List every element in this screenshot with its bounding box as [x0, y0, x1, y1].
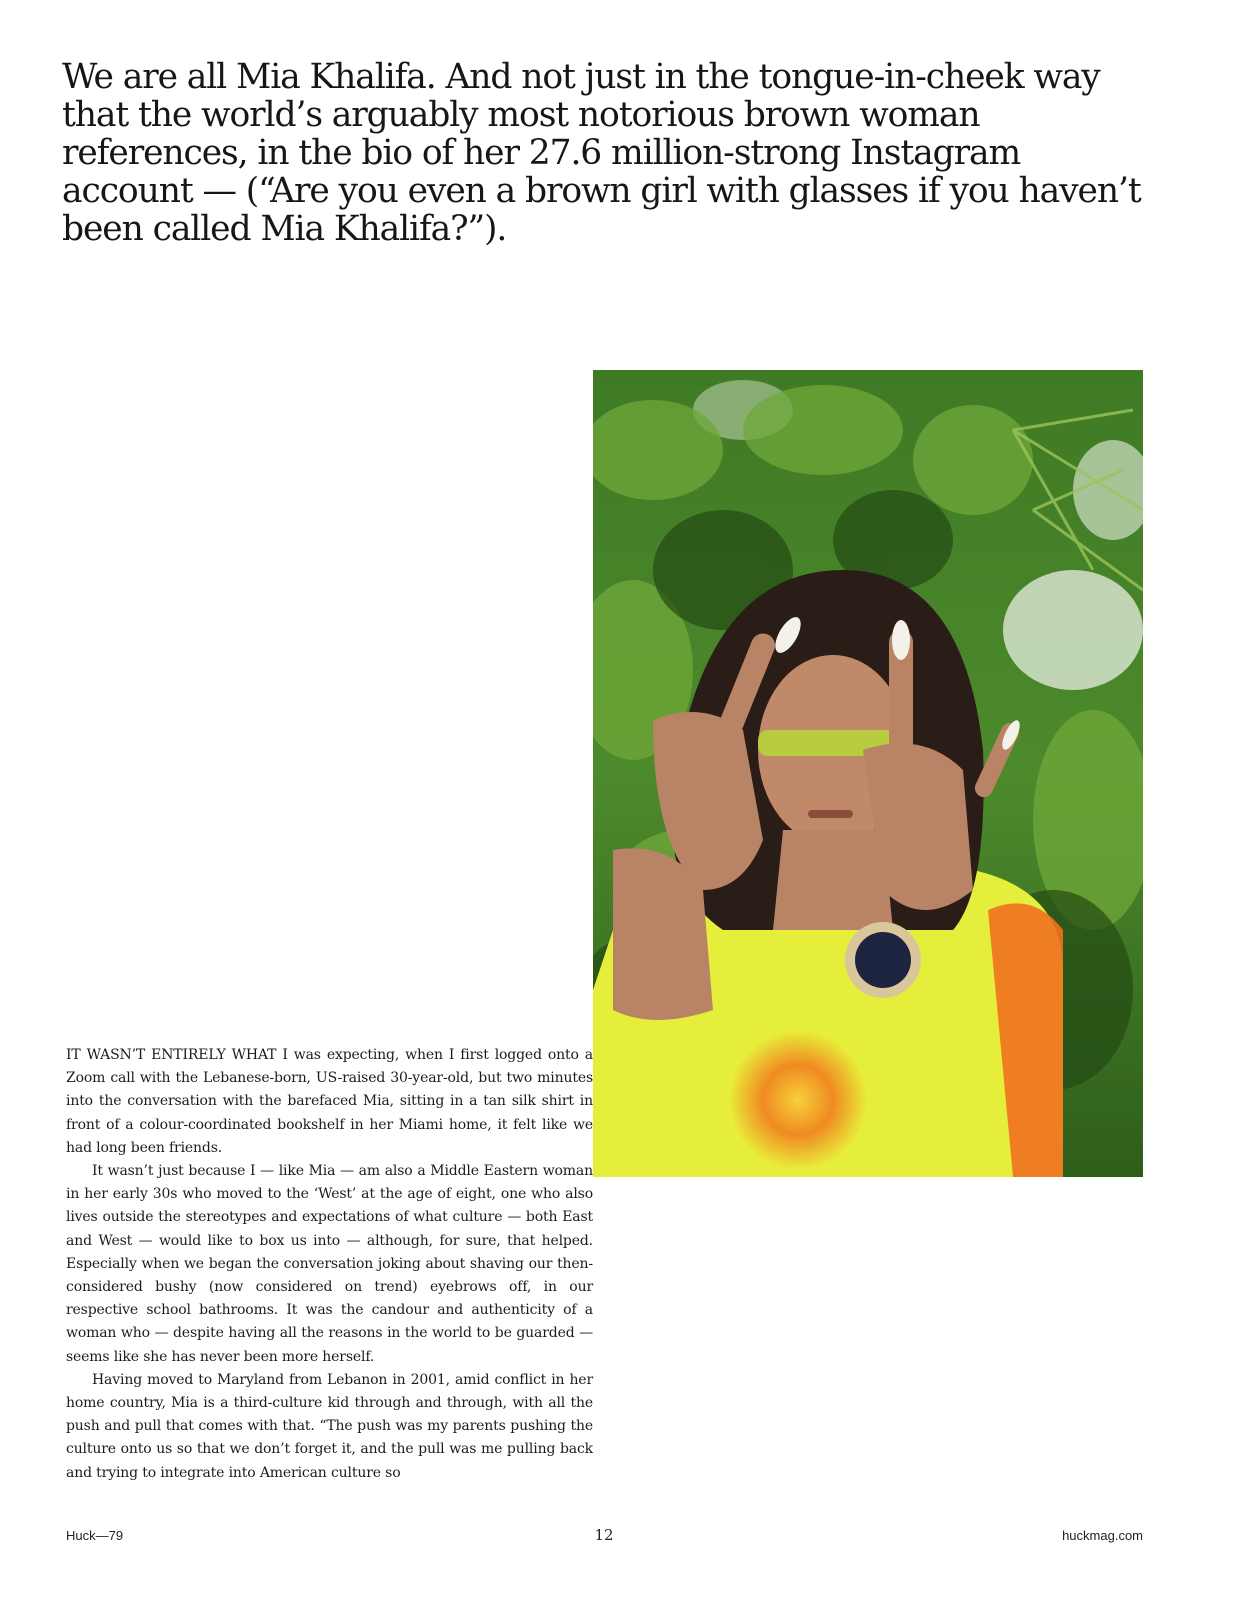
article-body [66, 1044, 593, 1485]
footer-issue: Huck—79 [66, 1528, 124, 1543]
footer-website-link[interactable]: huckmag.com [1062, 1528, 1143, 1543]
portrait-photo [593, 370, 1143, 1177]
article-paragraph-1 [66, 1044, 593, 1160]
article-paragraph-3: Having moved to Maryland from Lebanon in 2001, amid conflict in her home country, Mia is a third-culture kid through and through, with all the push and pull that comes with that. “The push was my parents pushing the culture onto us so that we don’t forget it, and the pull was me pulling back and trying to integrate into American culture so [66, 1371, 593, 1481]
lead-in-caps: IT WASN’T ENTIRELY WHAT I [66, 1047, 288, 1063]
footer-page-number: 12 [594, 1526, 614, 1544]
paragraph-1-text: was expecting, when I first logged onto a Zoom call with the Lebanese-born, US-raised 30-year-old, but two minutes into the conversation with the barefaced Mia, sitting in a tan silk shirt in front of a colour-coordinated bookshelf in her Miami home, it felt like we had long been friends. [66, 1047, 593, 1156]
intro-paragraph: We are all Mia Khalifa. And not just in the tongue-in-cheek way that the world’s arguably most notorious brown woman references, in the bio of her 27.6 million-strong Instagram account — (“Are you even a brown girl with glasses if you haven’t been called Mia Khalifa?”). [62, 57, 1141, 249]
article-paragraph-2: It wasn’t just because I — like Mia — am also a Middle Eastern woman in her early 30s who moved to the ‘West’ at the age of eight, one who also lives outside the stereotypes and expectations of what culture — both East and West — would like to box us into — although, for sure, that helped. Especially when we began the conversation joking about shaving our then-considered bushy (now considered on trend) eyebrows off, in our respective school bathrooms. It was the candour and authenticity of a woman who — despite having all the reasons in the world to be guarded — seems like she has never been more herself. [66, 1163, 593, 1365]
